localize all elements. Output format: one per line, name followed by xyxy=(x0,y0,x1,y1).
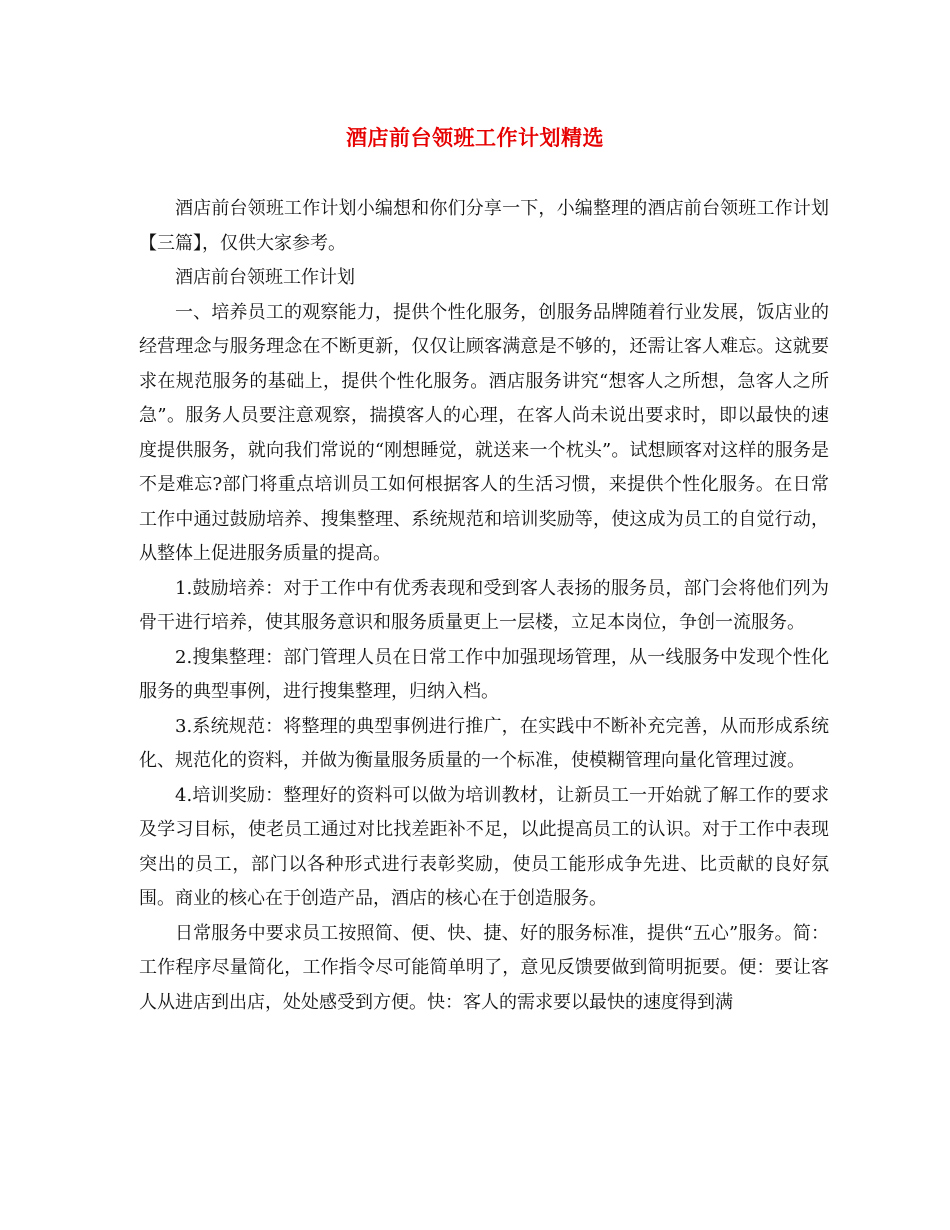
section-heading: 酒店前台领班工作计划 xyxy=(175,267,355,288)
document-body xyxy=(139,192,829,1020)
body-paragraph: 一、培养员工的观察能力，提供个性化服务，创服务品牌随着行业发展，饭店业的经营理念与服务理念在不断更新，仅仅让顾客满意是不够的，还需让客人难忘。这就要求在规范服务的基础上，提供个性化服务。酒店服务讲究“想客人之所想，急客人之所急”。服务人员要注意观察，揣摸客人的心理，在客人尚未说出要求时，即以最快的速度提供服务，就向我们常说的“刚想睡觉，就送来一个枕头”。试想顾客对这样的服务是不是难忘?部门将重点培训员工如何根据客人的生活习惯，来提供个性化服务。在日常工作中通过鼓励培养、搜集整理、系统规范和培训奖励等，使这成为员工的自觉行动，从整体上促进服务质量的提高。 xyxy=(139,301,829,564)
list-item: 4.培训奖励：整理好的资料可以做为培训教材，让新员工一开始就了解工作的要求及学习目标，使老员工通过对比找差距补不足，以此提高员工的认识。对于工作中表现突出的员工，部门以各种形式进行表彰奖励，使员工能形成争先进、比贡献的良好氛围。商业的核心在于创造产品，酒店的核心在于创造服务。 xyxy=(139,784,829,909)
body-paragraph: 日常服务中要求员工按照简、便、快、捷、好的服务标准，提供“五心”服务。简：工作程序尽量简化，工作指令尽可能简单明了，意见反馈要做到简明扼要。便：要让客人从进店到出店，处处感受到方便。快：客人的需求要以最快的速度得到满 xyxy=(139,922,829,1013)
list-item: 2.搜集整理：部门管理人员在日常工作中加强现场管理，从一线服务中发现个性化服务的典型事例，进行搜集整理，归纳入档。 xyxy=(139,646,829,702)
intro-paragraph: 酒店前台领班工作计划小编想和你们分享一下，小编整理的酒店前台领班工作计划【三篇】，仅供大家参考。 xyxy=(139,198,829,254)
document-title: 酒店前台领班工作计划精选 xyxy=(346,125,604,150)
list-item: 3.系统规范：将整理的典型事例进行推广，在实践中不断补充完善，从而形成系统化、规范化的资料，并做为衡量服务质量的一个标准，使模糊管理向量化管理过渡。 xyxy=(139,715,829,771)
list-item: 1.鼓励培养：对于工作中有优秀表现和受到客人表扬的服务员，部门会将他们列为骨干进行培养，使其服务意识和服务质量更上一层楼，立足本岗位，争创一流服务。 xyxy=(139,577,829,633)
